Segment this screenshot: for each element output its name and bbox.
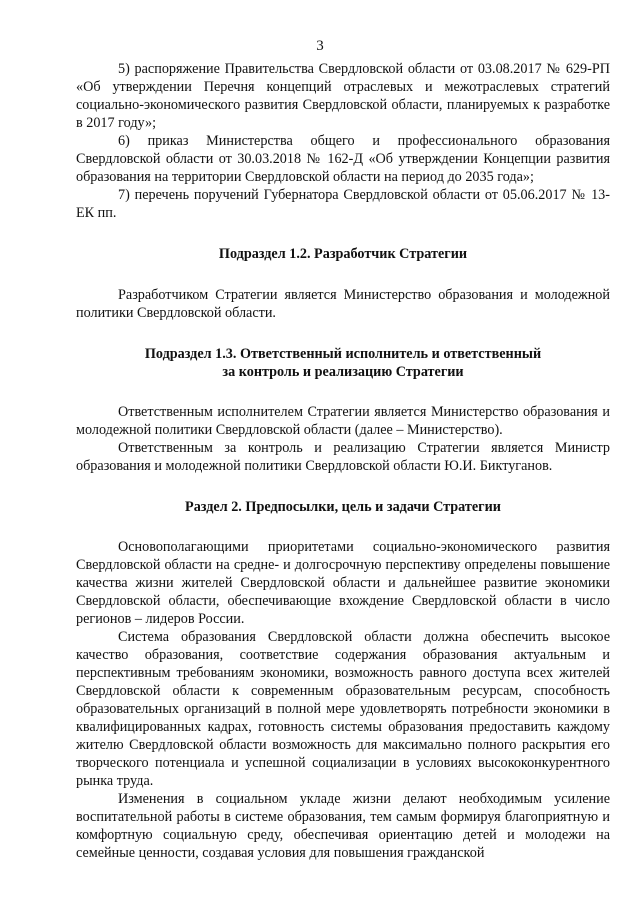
page-number: 3 bbox=[316, 38, 324, 54]
section-2-paragraph-2: Система образования Свердловской области должна обеспечить высокое качество образования, соответствие содержания образования актуальным и перспективным требованиям экономики, возможность равного доступа всех жителей Свердловской области к современным образовательным ресурсам, способность образовательных организаций в полной мере удовлетворять потребности экономики в квалифицированных кадрах, готовность системы образования предоставить каждому жителю Свердловской области возможность для максимально полного раскрытия его творческого потенциала и успешной социализации в условиях высококонкурентного рынка труда. bbox=[76, 629, 610, 789]
section-2-paragraph-1: Основополагающими приоритетами социально-экономического развития Свердловской области на средне- и долгосрочную перспективу определены повышение качества жизни жителей Свердловской области и дальнейшее развитие экономики Свердловской области, обеспечивающие вхождение Свердловской области в число регионов – лидеров России. bbox=[76, 539, 610, 627]
section-2-heading: Раздел 2. Предпосылки, цель и задачи Стратегии bbox=[185, 499, 501, 515]
list-item-7: 7) перечень поручений Губернатора Свердловской области от 05.06.2017 № 13-ЕК пп. bbox=[76, 187, 610, 221]
subsection-1-3-heading-line1: Подраздел 1.3. Ответственный исполнитель и ответственный bbox=[144, 346, 542, 362]
list-item-5: 5) распоряжение Правительства Свердловской области от 03.08.2017 № 629-РП «Об утверждении Перечня концепций отраслевых и межотраслевых стратегий социально-экономического развития Свердловской области, планируемых к разработке в 2017 году»; bbox=[76, 61, 610, 131]
document-body bbox=[76, 60, 610, 862]
list-item-6: 6) приказ Министерства общего и профессионального образования Свердловской области от 30.03.2018 № 162-Д «Об утверждении Концепции развития образования на территории Свердловской области на период до 2035 года»; bbox=[76, 133, 610, 185]
subsection-1-3-paragraph-1: Ответственным исполнителем Стратегии является Министерство образования и молодежной политики Свердловской области (далее – Министерство). bbox=[76, 404, 610, 438]
subsection-1-2-heading: Подраздел 1.2. Разработчик Стратегии bbox=[218, 246, 468, 262]
subsection-1-3-heading-line2: за контроль и реализацию Стратегии bbox=[222, 364, 464, 380]
subsection-1-3-paragraph-2: Ответственным за контроль и реализацию Стратегии является Министр образования и молодежной политики Свердловской области Ю.И. Биктуганов. bbox=[76, 440, 610, 474]
section-2-paragraph-3: Изменения в социальном укладе жизни делают необходимым усиление воспитательной работы в системе образования, тем самым формируя благоприятную и комфортную социальную среду, обеспечивая ориентацию детей и молодежи на семейные ценности, создавая условия для повышения гражданской bbox=[76, 791, 610, 861]
subsection-1-3-heading bbox=[76, 345, 610, 381]
subsection-1-2-paragraph: Разработчиком Стратегии является Министерство образования и молодежной политики Свердловской области. bbox=[76, 287, 610, 321]
